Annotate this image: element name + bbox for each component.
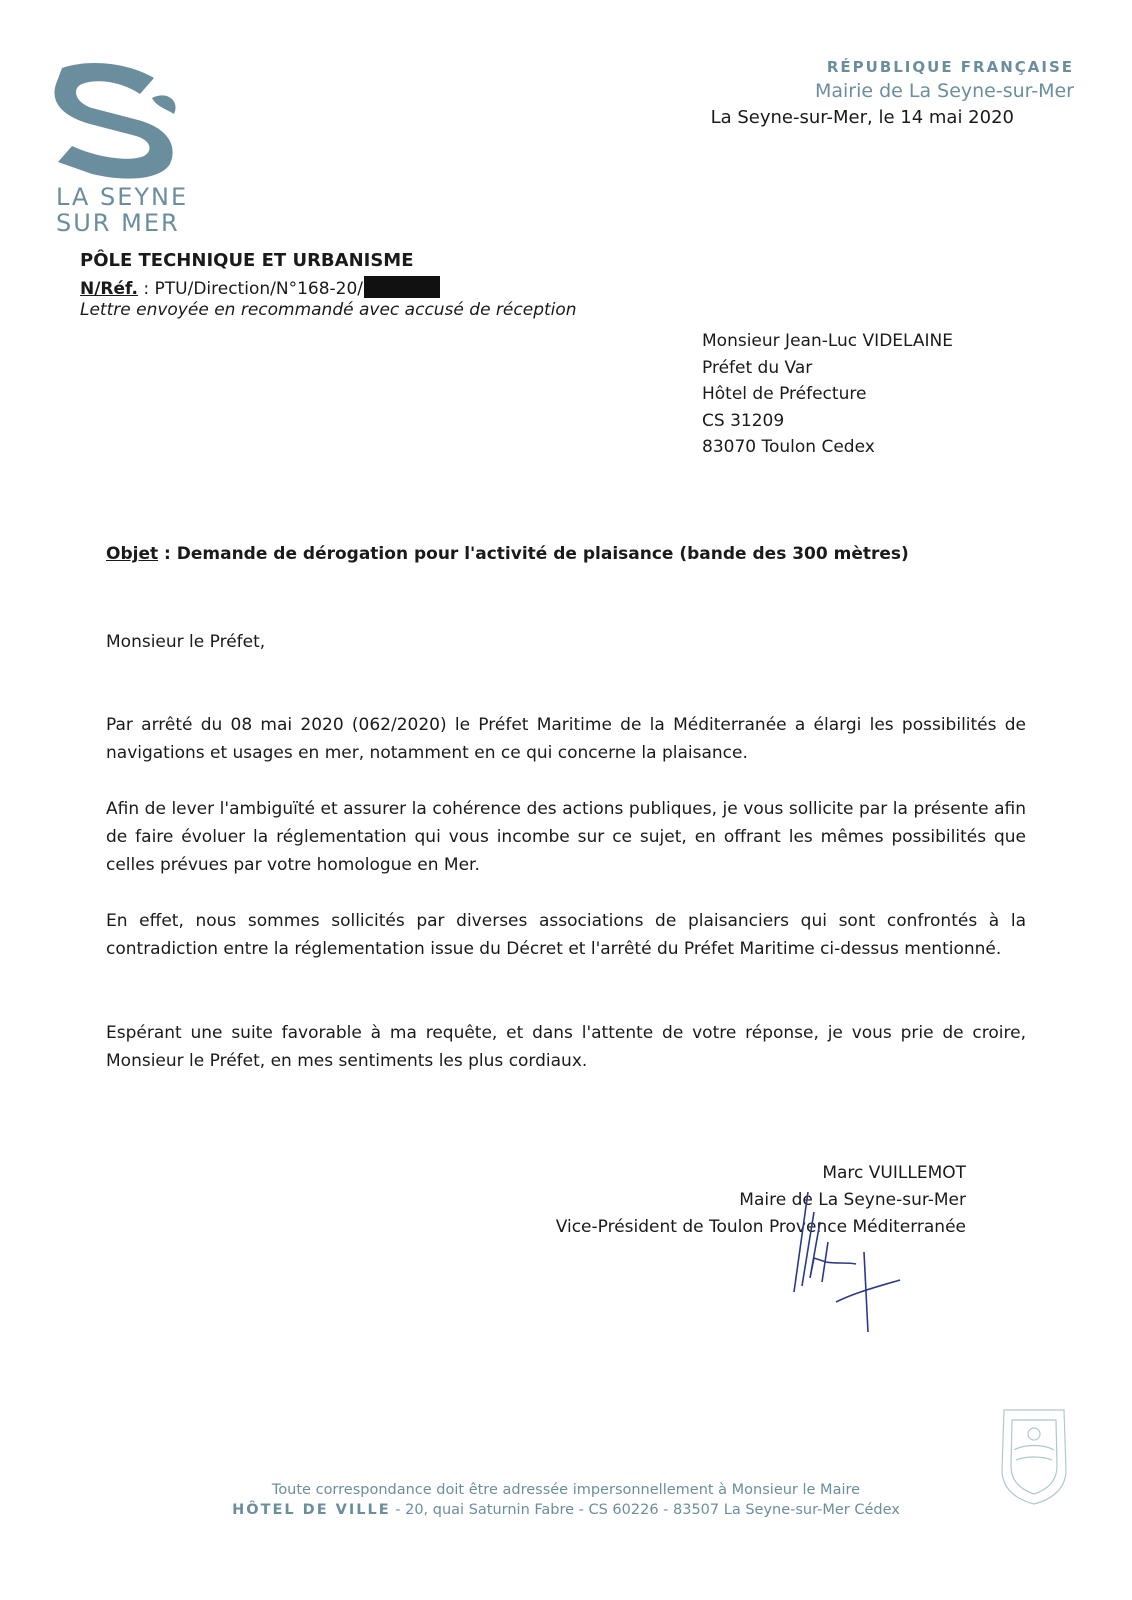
logo-line-2: SUR MER	[56, 209, 180, 237]
paragraph-2: Afin de lever l'ambiguïté et assurer la cohérence des actions publiques, je vous sollicite par la présente afin de faire évoluer la réglementation qui vous incombe sur ce sujet, en offrant les mêmes possibilités que celles prévues par votre homologue en Mer.	[106, 799, 1026, 875]
reference-label: N/Réf.	[80, 279, 138, 299]
city-logo-text	[56, 184, 188, 236]
footer-address-text: - 20, quai Saturnin Fabre - CS 60226 - 83507 La Seyne-sur-Mer Cédex	[390, 1502, 900, 1518]
recipient-cs: CS 31209	[702, 410, 785, 431]
redaction-block	[364, 276, 440, 298]
recipient-name: Monsieur Jean-Luc VIDELAINE	[702, 331, 953, 351]
subject-label: Objet	[106, 544, 159, 564]
reference-value: : PTU/Direction/N°168-20/	[137, 279, 364, 299]
recipient-address	[702, 328, 953, 461]
mairie-header: Mairie de La Seyne-sur-Mer	[814, 80, 1074, 102]
paragraph-1: Par arrêté du 08 mai 2020 (062/2020) le Préfet Maritime de la Méditerranée a élargi les possibilités de navigations et usages en mer, notamment en ce qui concerne la plaisance.	[106, 715, 1026, 763]
subject-line	[106, 544, 909, 564]
department-title: PÔLE TECHNIQUE ET URBANISME	[80, 250, 414, 271]
recipient-city: 83070 Toulon Cedex	[702, 437, 875, 457]
footer-notice: Toute correspondance doit être adressée impersonnellement à Monsieur le Maire	[271, 1482, 861, 1498]
handwritten-signature	[776, 1182, 916, 1342]
delivery-mode: Lettre envoyée en recommandé avec accusé de réception	[80, 300, 577, 320]
letter-date: La Seyne-sur-Mer, le 14 mai 2020	[710, 107, 1014, 128]
republic-header: RÉPUBLIQUE FRANÇAISE	[826, 58, 1074, 76]
footer-hotel-de-ville: HÔTEL DE VILLE	[232, 1502, 391, 1518]
subject-text: : Demande de dérogation pour l'activité de plaisance (bande des 300 mètres)	[158, 544, 909, 564]
recipient-office: Hôtel de Préfecture	[702, 384, 867, 404]
paragraph-4: Espérant une suite favorable à ma requête, et dans l'attente de votre réponse, je vous prie de croire, Monsieur le Préfet, en mes sentiments les plus cordiaux.	[106, 1023, 1026, 1071]
logo-line-1: LA SEYNE	[56, 183, 189, 211]
city-logo-icon	[52, 62, 184, 180]
recipient-title: Préfet du Var	[702, 357, 813, 378]
salutation: Monsieur le Préfet,	[106, 632, 266, 652]
reference-line	[80, 276, 440, 299]
signatory-role-2: Vice-Président de Toulon Provence Méditerranée	[555, 1217, 966, 1237]
signatory-name: Marc VUILLEMOT	[822, 1163, 966, 1183]
signatory-role-1: Maire de La Seyne-sur-Mer	[739, 1190, 966, 1210]
paragraph-3: En effet, nous sommes sollicités par diverses associations de plaisanciers qui sont confrontés à la contradiction entre la réglementation issue du Décret et l'arrêté du Préfet Maritime ci-dessus mentionné.	[106, 911, 1026, 959]
footer-address	[0, 1502, 1132, 1518]
